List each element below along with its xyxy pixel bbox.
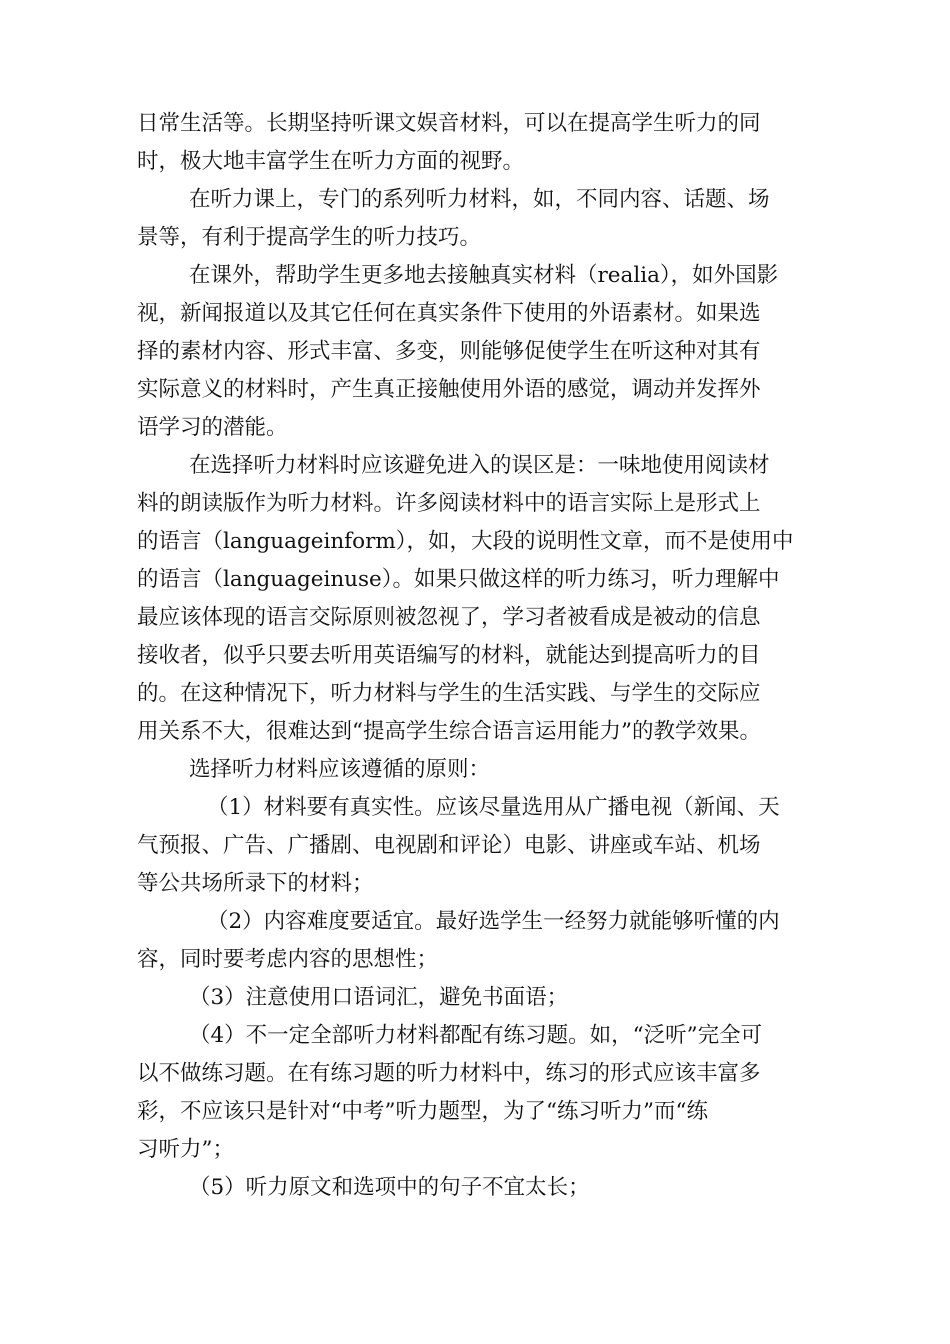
document-body (137, 105, 827, 1207)
text-line: 景等，有利于提高学生的听力技巧。 (137, 225, 482, 250)
list-item-line: （5）听力原文和选项中的句子不宜太长； (189, 1175, 590, 1200)
text-line: 视，新闻报道以及其它任何在真实条件下使用的外语素材。如果选 (137, 301, 761, 326)
paragraph-start-line: 在听力课上，专门的系列听力材料，如，不同内容、话题、场 (189, 187, 770, 212)
text-line: 容，同时要考虑内容的思想性； (137, 947, 439, 972)
text-line: 用关系不大，很难达到“提高学生综合语言运用能力”的教学效果。 (137, 719, 761, 744)
list-item-line: （1）材料要有真实性。应该尽量选用从广播电视（新闻、天 (207, 795, 780, 820)
text-line: 接收者，似乎只要去听用英语编写的材料，就能达到提高听力的目 (137, 643, 761, 668)
text-line: 的。在这种情况下，听力材料与学生的生活实践、与学生的交际应 (137, 681, 761, 706)
paragraph-start-line: 在课外，帮助学生更多地去接触真实材料（realia），如外国影 (189, 263, 779, 288)
text-line: 以不做练习题。在有练习题的听力材料中，练习的形式应该丰富多 (137, 1061, 761, 1086)
text-line: 时，极大地丰富学生在听力方面的视野。 (137, 149, 525, 174)
text-line: 日常生活等。长期坚持听课文娱音材料，可以在提高学生听力的同 (137, 111, 761, 136)
text-line: 择的素材内容、形式丰富、多变，则能够促使学生在听这种对其有 (137, 339, 761, 364)
text-line: 彩，不应该只是针对“中考”听力题型，为了“练习听力”而“练 (137, 1099, 708, 1124)
list-item-line: （4）不一定全部听力材料都配有练习题。如，“泛听”完全可 (189, 1023, 763, 1048)
text-line: 语学习的潜能。 (137, 415, 288, 440)
text-line: 最应该体现的语言交际原则被忽视了，学习者被看成是被动的信息 (137, 605, 761, 630)
text-line: 气预报、广告、广播剧、电视剧和评论）电影、讲座或车站、机场 (137, 833, 761, 858)
text-line: 的语言（languageinuse）。如果只做这样的听力练习，听力理解中 (137, 567, 780, 592)
list-item-line: （2）内容难度要适宜。最好选学生一经努力就能够听懂的内 (207, 909, 780, 934)
section-heading-line: 选择听力材料应该遵循的原则： (189, 757, 491, 782)
text-line: 实际意义的材料时，产生真正接触使用外语的感觉，调动并发挥外 (137, 377, 761, 402)
text-line: 习听力”； (137, 1137, 234, 1162)
text-line: 的语言（languageinform），如，大段的说明性文章，而不是使用中 (137, 529, 794, 554)
paragraph-start-line: 在选择听力材料时应该避免进入的误区是：一味地使用阅读材 (189, 453, 770, 478)
text-line: 料的朗读版作为听力材料。许多阅读材料中的语言实际上是形式上 (137, 491, 761, 516)
text-line: 等公共场所录下的材料； (137, 871, 374, 896)
list-item-line: （3）注意使用口语词汇，避免书面语； (189, 985, 569, 1010)
